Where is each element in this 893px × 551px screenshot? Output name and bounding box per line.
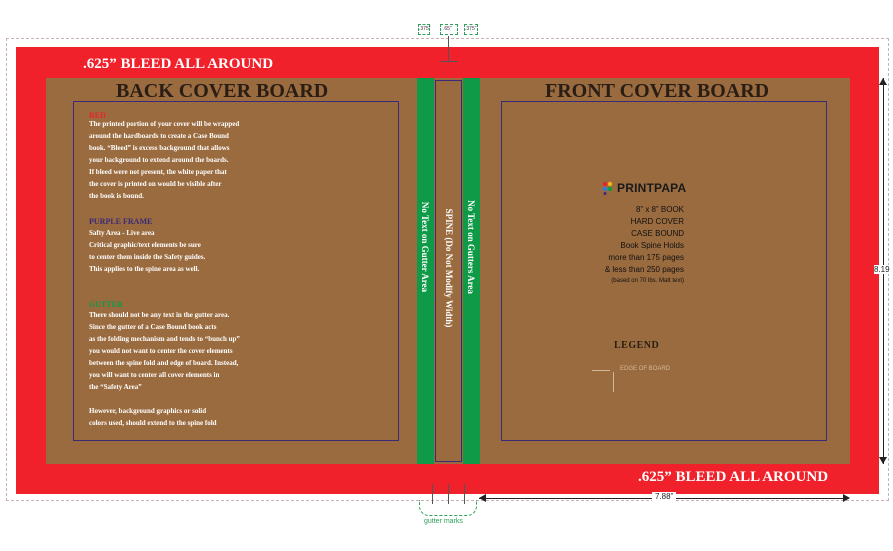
purple-heading: PURPLE FRAME — [89, 217, 153, 226]
gutter-right-label-wrap — [463, 198, 480, 298]
width-arrow-left-icon — [479, 494, 486, 502]
gutter-marks-bracket — [419, 500, 477, 516]
bleed-label-top: .625” BLEED ALL AROUND — [83, 56, 274, 72]
purple-body: Safty Area - Live area Critical graphic/text elements be sure to center them inside the Safety guides. This applies to the spine area as well. — [89, 229, 206, 273]
gutter-body: There should not be any text in the gutter area. Since the gutter of a Case Bound book acts as the folding mechanism and tends to “bunch up” you would not want to center the cover elements between the spine fold and edge of board. Instead, you will want to center all cover elements in the “Safety Area” However, background graphics or solid colors used, should extend to the spine fold — [89, 311, 240, 427]
back-cover-title: BACK COVER BOARD — [116, 80, 329, 102]
legend-edge-of-board: EDGE OF BOARD — [620, 366, 671, 372]
printpapa-logo-icon — [602, 181, 616, 195]
gutter-left-label-wrap — [417, 198, 434, 298]
spec-line: more than 175 pages — [608, 253, 684, 262]
spec-line: 8” x 8” BOOK — [635, 205, 684, 214]
height-arrow-up-icon — [879, 78, 887, 85]
spine-label: SPINE (Do Not Modify Width) — [444, 208, 454, 328]
red-heading: RED — [89, 111, 106, 120]
spec-line: & less than 250 pages — [604, 265, 684, 274]
spec-note: (based on 70 lbs. Matt text) — [611, 278, 684, 284]
red-body: The printed portion of your cover will be wrapped around the hardboards to create a Case Bound book. “Bleed” is excess background that allows your background to extend around the boards. If bleed were not present, the white paper that the cover is printed on would be visible after the book is bound. — [89, 120, 240, 200]
height-dimension-label: 8.19 — [874, 265, 890, 274]
spec-line: HARD COVER — [630, 217, 684, 226]
spec-line: Book Spine Holds — [620, 241, 684, 250]
top-center-mark — [448, 36, 449, 62]
legend-tick — [613, 372, 614, 392]
height-arrow-down-icon — [879, 457, 887, 464]
width-arrow-right-icon — [843, 494, 850, 502]
legend-title: LEGEND — [614, 340, 660, 351]
gutter-right-label: No Text on Gutters Area — [466, 200, 476, 294]
gutter-left-label: No Text on Gutter Area — [420, 201, 430, 293]
spine-label-wrap — [434, 208, 463, 328]
gutter-marks-label: gutter marks — [424, 518, 463, 525]
front-book-specs — [570, 204, 684, 286]
width-dimension-label: 7.88” — [652, 492, 676, 501]
gutter-heading: GUTTER — [89, 300, 123, 309]
printpapa-logo: PRINTPAPA — [617, 181, 687, 195]
front-cover-title: FRONT COVER BOARD — [545, 80, 770, 102]
dim-top-mid: .65” — [443, 26, 452, 32]
dim-top-right: .375” — [465, 26, 477, 32]
top-center-mark-h — [440, 61, 458, 62]
spec-line: CASE BOUND — [631, 229, 684, 238]
dim-top-left: .375” — [419, 26, 431, 32]
bleed-label-bottom: .625” BLEED ALL AROUND — [638, 469, 829, 485]
legend-line — [592, 370, 610, 371]
